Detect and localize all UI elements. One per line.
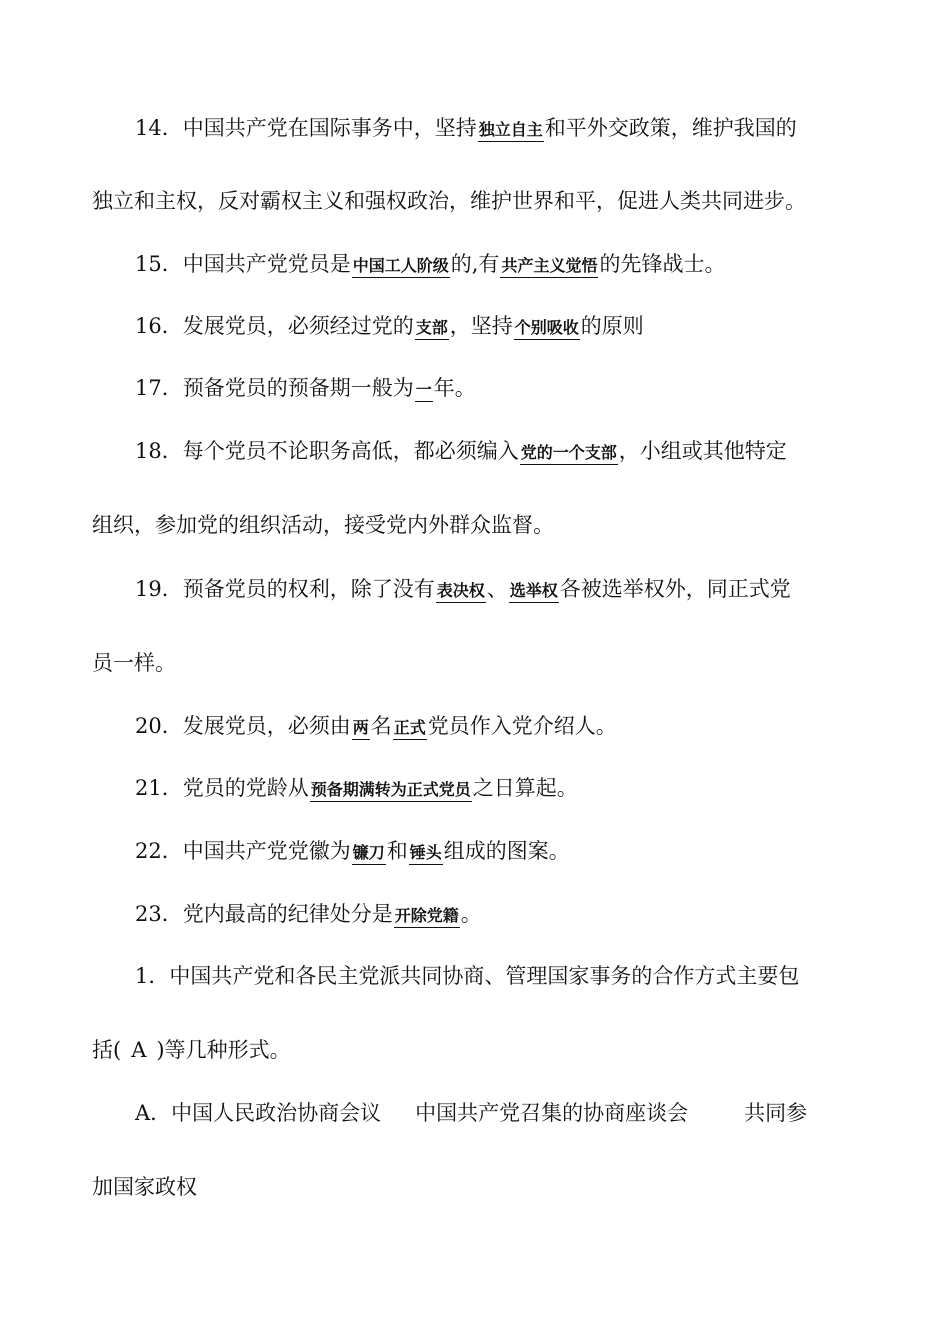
q15-text-mid: 的,有 [450,252,500,276]
q21-line [135,773,578,803]
q15-text-pre: 15．中国共产党党员是 [135,252,351,276]
q22-line [135,836,570,866]
q23-text-post: 。 [460,902,482,926]
q15-answer-1: 中国工人阶级 [352,255,450,278]
q16-answer-2: 个别吸收 [514,317,580,340]
q22-text-pre: 22．中国共产党党徽为 [135,839,351,863]
mc1-option-a-part2: 中国共产党召集的协商座谈会 [415,1101,689,1125]
q19-answer-1: 表决权 [436,580,486,603]
q17-text-pre: 17．预备党员的预备期一般为 [135,376,414,400]
q18-text-pre: 18．每个党员不论职务高低，都必须编入 [135,439,519,463]
q15-answer-2: 共产主义觉悟 [500,255,598,278]
q20-text-pre: 20．发展党员，必须由 [135,714,351,738]
q14-line2: 独立和主权，反对霸权主义和强权政治，维护世界和平，促进人类共同进步。 [92,189,806,213]
q20-line [135,711,617,741]
q22-text-post: 组成的图案。 [443,839,570,863]
q14-text-pre: 14．中国共产党在国际事务中，坚持 [135,116,477,140]
mc1-line2 [92,1035,291,1065]
q17-line [135,373,476,403]
q19-text-post: 各被选举权外，同正式党 [559,577,791,601]
q19-line1 [135,574,791,604]
q21-text-post: 之日算起。 [472,776,578,800]
mc1-line4: 加国家政权 [92,1175,197,1199]
q20-text-post: 党员作入党介绍人。 [427,714,617,738]
q19-line2: 员一样。 [92,651,176,675]
q19-text-pre: 19．预备党员的权利，除了没有 [135,577,435,601]
q16-text-post: 的原则 [580,314,644,338]
mc1-option-a-part3: 共同参 [744,1101,808,1125]
q22-answer-2: 锤头 [409,842,443,865]
q15-text-post: 的先锋战士。 [599,252,726,276]
q18-line1 [135,436,787,466]
q23-line [135,899,482,929]
mc1-line1: 1．中国共产党和各民主党派共同协商、管理国家事务的合作方式主要包 [135,964,800,988]
q14-answer-1: 独立自主 [478,119,544,142]
mc1-text-pre: 括( [92,1038,122,1062]
q21-text-pre: 21．党员的党龄从 [135,776,309,800]
q20-text-mid: 名 [370,714,392,738]
q16-answer-1: 支部 [415,317,449,340]
mc1-option-a-part1: 中国人民政治协商会议 [171,1101,382,1125]
q18-answer-1: 党的一个支部 [520,442,618,465]
mc1-option-a-label: A． [135,1101,172,1125]
q22-text-mid: 和 [386,839,408,863]
q23-answer-1: 开除党籍 [394,905,460,928]
q16-line [135,311,644,341]
mc1-answer: A [131,1038,147,1062]
q21-answer-1: 预备期满转为正式党员 [310,779,472,802]
q20-answer-1: 两 [352,717,370,740]
q14-text-post: 和平外交政策，维护我国的 [544,116,797,140]
q23-text-pre: 23．党内最高的纪律处分是 [135,902,393,926]
q19-text-mid: 、 [486,577,508,601]
q17-answer-1: 一 [415,379,433,402]
q22-answer-1: 镰刀 [352,842,386,865]
q18-line2: 组织，参加党的组织活动，接受党内外群众监督。 [92,513,554,537]
q15-line [135,249,725,279]
q16-text-mid: ，坚持 [449,314,513,338]
q20-answer-2: 正式 [393,717,427,740]
q16-text-pre: 16．发展党员，必须经过党的 [135,314,414,338]
q14-line1 [135,113,797,143]
q18-text-post: ，小组或其他特定 [618,439,787,463]
mc1-text-post: )等几种形式。 [156,1038,291,1062]
q17-text-post: 年。 [433,376,476,400]
mc1-option-a [135,1098,807,1128]
q19-answer-2: 选举权 [509,580,559,603]
